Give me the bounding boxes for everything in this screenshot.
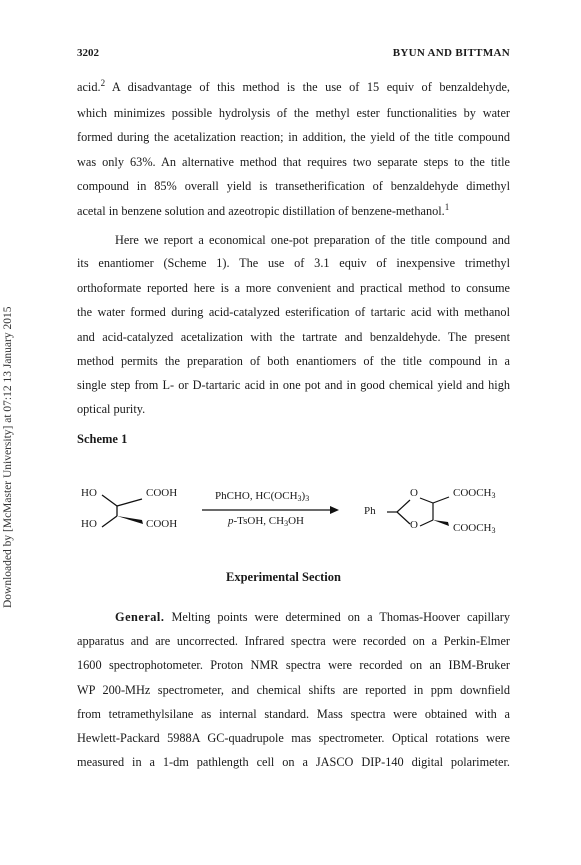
reagents-bottom: p-TsOH, CH3OH — [228, 515, 304, 528]
paragraph1-line-6: acetal in benzene solution and azeotropic distillation of benzene-methanol.$^1$ — [77, 201, 450, 218]
paragraph2-line-3: orthoformate reported here is a more convenient and practical method to consume — [77, 281, 510, 295]
experimental-line-1: General. Melting points were determined on a Thomas-Hoover capillary — [115, 610, 510, 624]
paragraph2-line-2: its enantiomer (Scheme 1). The use of 3.1 equiv of inexpensive trimethyl — [77, 256, 510, 270]
paragraph2-line-1: Here we report a economical one-pot preparation of the title compound and — [115, 233, 510, 247]
paragraph1-line-4: was only 63%. An alternative method that requires two separate steps to the title — [77, 155, 510, 169]
general-label: General. — [115, 610, 165, 624]
experimental-line-4: WP 200-MHz spectrometer, and chemical shifts are reported in ppm downfield — [77, 683, 510, 697]
experimental-line-7: measured in a 1-dm pathlength cell on a JASCO DIP-140 digital polarimeter. — [77, 755, 510, 769]
download-note-text: Downloaded by [McMaster University] at 07:12 13 January 2015 — [2, 306, 14, 608]
experimental-line-3: 1600 spectrophotometer. Proton NMR spectra were recorded on an IBM-Bruker — [77, 658, 510, 672]
oxygen-top: O — [410, 487, 418, 499]
paragraph2-line-4: the water formed during acid-catalyzed esterification of tartaric acid with methanol — [77, 305, 510, 319]
page-number: 3202 — [77, 47, 99, 59]
carboxyl-top: COOH — [146, 487, 178, 499]
phenyl-label: Ph — [364, 505, 376, 517]
paragraph2-line-6: method permits the preparation of both enantiomers of the title compound in a — [77, 354, 510, 368]
carboxyl-bottom: COOH — [146, 518, 178, 530]
hydroxyl-top: HO — [81, 487, 97, 499]
hydroxyl-bottom: HO — [81, 518, 97, 530]
reagents-top: PhCHO, HC(OCH3)3 — [215, 490, 310, 503]
ester-top: COOCH3 — [453, 487, 496, 500]
reference-1: 1 — [444, 201, 450, 212]
paragraph2-line-7: single step from L- or D-tartaric acid in one pot and in good chemical yield and high — [77, 378, 510, 392]
experimental-line-2: apparatus and are uncorrected. Infrared spectra were recorded on a Perkin-Elmer — [77, 634, 510, 648]
experimental-line-5: from tetramethylsilane as internal standard. Mass spectra were obtained with a — [77, 707, 510, 721]
reaction-scheme — [77, 482, 517, 552]
running-head: BYUN AND BITTMAN — [392, 47, 510, 59]
experimental-line-6: Hewlett-Packard 5988A GC-quadrupole mas spectrometer. Optical rotations were — [77, 731, 510, 745]
oxygen-bottom: O — [410, 519, 418, 531]
paragraph1-line-5: compound in 85% overall yield is transetherification of benzaldehyde dimethyl — [77, 179, 510, 193]
paragraph2-line-8: optical purity. — [77, 402, 146, 416]
ester-bottom: COOCH3 — [453, 522, 496, 535]
reference-2: 2 — [100, 77, 106, 88]
scheme-title: Scheme 1 — [77, 432, 128, 446]
paragraph1-line-3: formed during the acetalization reaction; in addition, the yield of the title compound — [77, 130, 510, 144]
experimental-heading: Experimental Section — [226, 570, 341, 584]
paragraph2-line-5: and acid-catalyzed acetalization with the tartrate and benzaldehyde. The present — [77, 330, 510, 344]
paragraph1-line-2: which minimizes possible hydrolysis of the methyl ester functionalities by water — [77, 106, 510, 120]
paragraph1-line-1: acid.$^2$ A disadvantage of this method is the use of 15 equiv of benzaldehyde, — [77, 77, 510, 94]
